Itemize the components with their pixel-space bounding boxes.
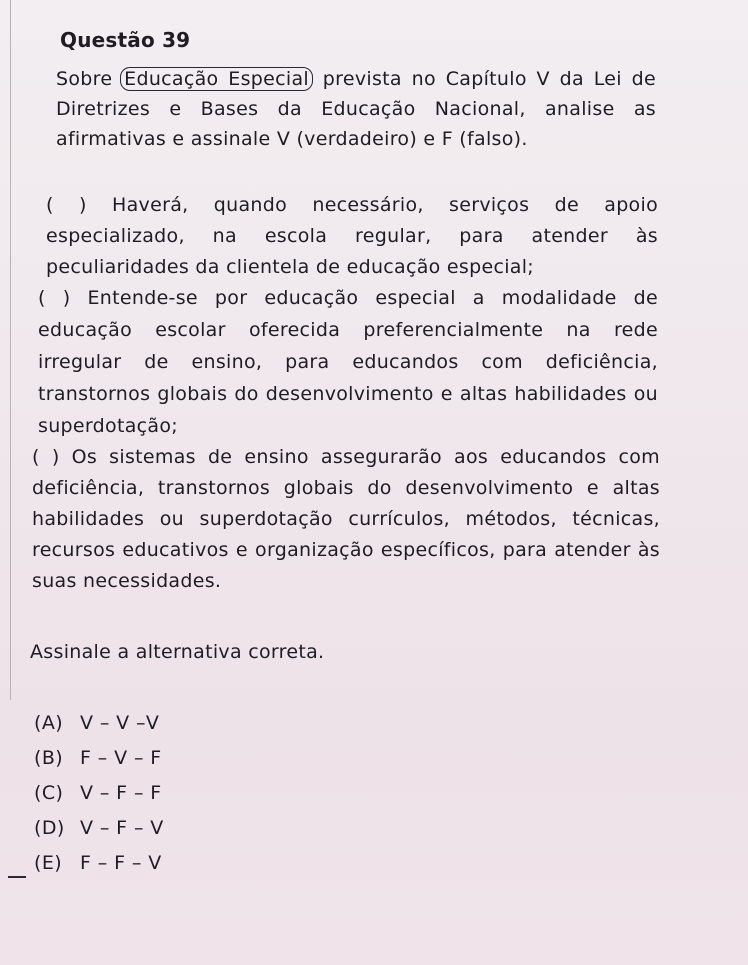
circled-term: Educação Especial <box>120 67 313 91</box>
option-text: V – F – V <box>80 817 164 839</box>
statement-3: ( ) Os sistemas de ensino assegurarão aos educandos com deficiência, transtornos globais do desenvolvimento e altas habilidades ou superdotação currículos, métodos, técnicas, recursos educativos e organização específicos, para atender às suas necessidades. <box>32 446 660 592</box>
option-a <box>34 712 164 747</box>
option-label: (E) <box>34 852 63 874</box>
intro-post: prevista no Capítulo V da Lei de Diretrizes e Bases da Educação Nacional, analise as afirmativas e assinale V (verdadeiro) e F (falso). <box>56 68 657 150</box>
option-text: F – V – F <box>80 747 162 769</box>
question-title: Questão 39 <box>60 28 191 52</box>
intro-pre: Sobre <box>56 68 113 90</box>
option-label: (A) <box>34 712 64 734</box>
statement-2: ( ) Entende-se por educação especial a modalidade de educação escolar oferecida preferencialmente na rede irregular de ensino, para educandos com deficiência, transtornos globais do desenvolvimento e altas habilidades ou superdotação; <box>38 287 658 437</box>
answer-options <box>34 712 164 887</box>
pen-mark <box>8 876 26 878</box>
option-label: (B) <box>34 747 64 769</box>
statement-1: ( ) Haverá, quando necessário, serviços de apoio especializado, na escola regular, para atender às peculiaridades da clientela de educação especial; <box>46 194 658 278</box>
option-text: V – F – F <box>80 782 162 804</box>
option-text: F – F – V <box>80 852 162 874</box>
answer-prompt: Assinale a alternativa correta. <box>30 641 325 663</box>
page-edge-line <box>10 0 11 700</box>
option-d <box>34 817 164 852</box>
option-c <box>34 782 164 817</box>
option-e <box>34 852 164 887</box>
option-text: V – V –V <box>80 712 160 734</box>
option-b <box>34 747 164 782</box>
question-intro <box>56 64 656 154</box>
option-label: (C) <box>34 782 64 804</box>
option-label: (D) <box>34 817 65 839</box>
